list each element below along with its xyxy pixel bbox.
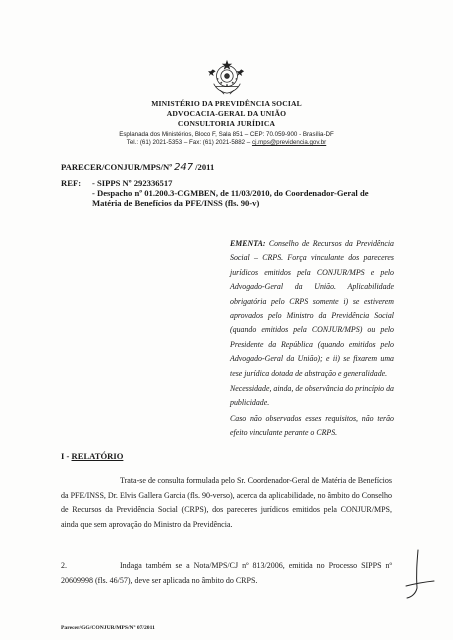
ref-item-sipps: - SIPPS Nº 292336517 <box>92 178 173 188</box>
agency-name: ADVOCACIA-GERAL DA UNIÃO <box>166 109 287 118</box>
handwritten-number: 247 <box>174 162 194 173</box>
paragraph-1: Trata-se de consulta formulada pelo Sr. Coordenador-Geral de Matéria de Benefícios da PFE/INSS, Dr. Elvis Gallera Garcia (fls. 90-verso), acerca da aplicabilidade, no âmbito do Conselho de Recursos da Previdência Social (CRPS), dos pareceres jurídicos emitidos pela CONJUR/MPS, ainda que sem aprovação do Ministro da Previdência. <box>61 476 392 529</box>
ref-label: REF: <box>61 178 82 188</box>
ministry-name: MINISTÉRIO DA PREVIDÊNCIA SOCIAL <box>151 99 302 108</box>
section-heading <box>61 451 123 461</box>
paragraph-2-text: Indaga também se a Nota/MPS/CJ nº 813/2006, emitida no Processo SIPPS nº 20609998 (fls. 46/57), deve ser aplicada no âmbito do CRPS. <box>61 561 392 585</box>
paragraph-2 <box>61 559 392 588</box>
contact-line <box>0 139 453 146</box>
coat-of-arms-icon <box>208 58 246 96</box>
ementa-paragraph <box>230 237 394 381</box>
ref-item-despacho: - Despacho nº 01.200.3-CGMBEN, de 11/03/2010, do Coordenador-Geral de Matéria de Benefícios da PFE/INSS (fls. 90-v) <box>92 188 369 209</box>
ementa-paragraph: Caso não observados esses requisitos, não terão efeito vinculante perante o CRPS. <box>230 413 394 438</box>
section-number: I - <box>61 451 72 461</box>
ementa-paragraph: Necessidade, ainda, de observância do princípio da publicidade. <box>230 384 394 408</box>
handwritten-initial-icon <box>402 548 436 600</box>
office-name: CONSULTORIA JURÍDICA <box>177 119 276 128</box>
ementa-block <box>230 237 394 442</box>
phone-fax: Tel.: (61) 2021-5353 – Fax: (61) 2021-5882 – <box>126 139 252 146</box>
ementa-text: Conselho de Recursos da Previdência Social – CRPS. Força vinculante dos pareceres jurídicos emitidos pela CONJUR/MPS e pelo Advogado-Geral da União. Aplicabilidade obrigatória pelo CRPS somente i) se estiverem aprovados pelo Ministro da Previdência Social (quando emitidos pela CONJUR/MPS) ou pelo Presidente da República (quando emitidos pelo Advogado-Geral da União); e ii) se fixarem uma tese jurídica dotada de abstração e generalidade. <box>230 239 394 378</box>
email-link[interactable]: cj.mps@previdencia.gov.br <box>251 139 327 146</box>
ementa-lead: EMENTA: <box>230 239 266 248</box>
parecer-suffix: /2011 <box>195 162 215 172</box>
address-line: Esplanada dos Ministérios, Bloco F, Sala 851 – CEP: 70.059-900 - Brasília-DF <box>119 131 334 138</box>
paragraph-2-number: 2. <box>61 561 67 570</box>
footer-reference: Parecer/GG/CONJUR/MPS/Nº 07/2011 <box>61 625 155 631</box>
section-title: RELATÓRIO <box>71 451 124 461</box>
parecer-number <box>61 162 214 173</box>
parecer-prefix: PARECER/CONJUR/MPS/Nº <box>61 162 173 172</box>
